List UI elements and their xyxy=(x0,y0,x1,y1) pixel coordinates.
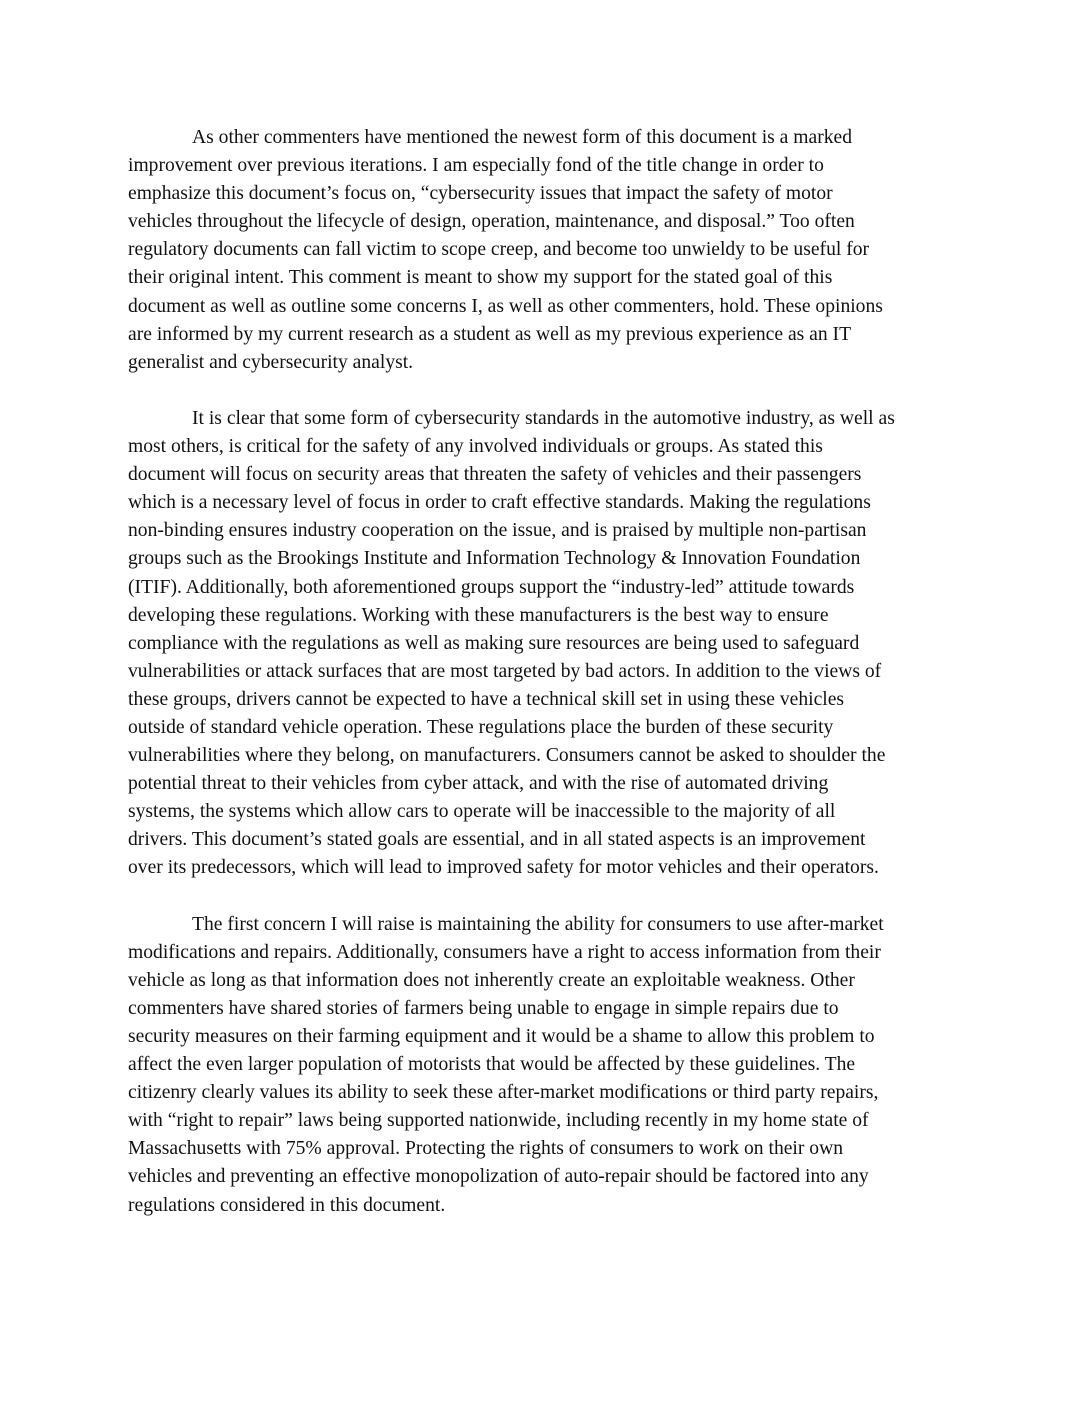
text-line: improvement over previous iterations. I am especially fond of the title change in order to xyxy=(128,155,824,177)
text-line: document as well as outline some concerns I, as well as other commenters, hold. These opinions xyxy=(128,295,883,317)
text-line: most others, is critical for the safety of any involved individuals or groups. As stated this xyxy=(128,436,823,458)
text-line: generalist and cybersecurity analyst. xyxy=(128,351,414,373)
text-line: As other commenters have mentioned the newest form of this document is a marked xyxy=(192,127,853,148)
text-line: over its predecessors, which will lead to improved safety for motor vehicles and their operators. xyxy=(128,857,879,879)
text-line: potential threat to their vehicles from cyber attack, and with the rise of automated driving xyxy=(128,773,829,795)
text-line: citizenry clearly values its ability to seek these after-market modifications or third party repairs, xyxy=(128,1082,879,1104)
text-line: It is clear that some form of cybersecurity standards in the automotive industry, as well as xyxy=(192,407,895,429)
text-line: security measures on their farming equipment and it would be a shame to allow this problem to xyxy=(128,1026,875,1047)
text-line: The first concern I will raise is maintaining the ability for consumers to use after-market xyxy=(192,913,884,935)
text-line: are informed by my current research as a student as well as my previous experience as an IT xyxy=(128,323,852,345)
text-line: non-binding ensures industry cooperation on the issue, and is praised by multiple non-partisan xyxy=(128,520,867,542)
text-line: (ITIF). Additionally, both aforementioned groups support the “industry-led” attitude towards xyxy=(128,576,855,598)
text-line: vehicles and preventing an effective monopolization of auto-repair should be factored into any xyxy=(128,1166,869,1188)
paragraph-1 xyxy=(128,124,964,377)
text-line: commenters have shared stories of farmers being unable to engage in simple repairs due to xyxy=(128,997,839,1019)
text-line: vehicles throughout the lifecycle of design, operation, maintenance, and disposal.” Too often xyxy=(128,211,855,233)
text-line: regulations considered in this document. xyxy=(128,1194,446,1216)
text-line: these groups, drivers cannot be expected to have a technical skill set in using these vehicles xyxy=(128,688,845,710)
text-line: compliance with the regulations as well as making sure resources are being used to safeguard xyxy=(128,632,860,654)
text-line: systems, the systems which allow cars to operate will be inaccessible to the majority of all xyxy=(128,801,836,823)
text-line: Massachusetts with 75% approval. Protecting the rights of consumers to work on their own xyxy=(128,1138,844,1160)
text-line: which is a necessary level of focus in order to craft effective standards. Making the regulations xyxy=(128,492,871,514)
text-line: outside of standard vehicle operation. These regulations place the burden of these security xyxy=(128,716,834,738)
text-line: developing these regulations. Working with these manufacturers is the best way to ensure xyxy=(128,604,829,626)
paragraph-2 xyxy=(128,405,964,883)
text-line: their original intent. This comment is meant to show my support for the stated goal of this xyxy=(128,267,833,289)
text-line: document will focus on security areas that threaten the safety of vehicles and their passengers xyxy=(128,464,862,486)
text-line: with “right to repair” laws being supported nationwide, including recently in my home state of xyxy=(128,1110,869,1132)
text-line: affect the even larger population of motorists that would be affected by these guidelines. The xyxy=(128,1054,856,1076)
text-line: groups such as the Brookings Institute and Information Technology & Innovation Foundation xyxy=(128,548,861,570)
document-body xyxy=(128,124,964,1248)
text-line: vulnerabilities where they belong, on manufacturers. Consumers cannot be asked to shoulder the xyxy=(128,745,886,767)
text-line: regulatory documents can fall victim to scope creep, and become too unwieldy to be useful for xyxy=(128,239,870,261)
text-line: vehicle as long as that information does not inherently create an exploitable weakness. Other xyxy=(128,969,855,991)
text-line: modifications and repairs. Additionally, consumers have a right to access information from their xyxy=(128,941,881,963)
text-line: drivers. This document’s stated goals are essential, and in all stated aspects is an improvement xyxy=(128,829,866,851)
paragraph-3 xyxy=(128,911,964,1220)
text-line: emphasize this document’s focus on, “cybersecurity issues that impact the safety of motor xyxy=(128,183,833,205)
text-line: vulnerabilities or attack surfaces that are most targeted by bad actors. In addition to the views of xyxy=(128,660,882,682)
